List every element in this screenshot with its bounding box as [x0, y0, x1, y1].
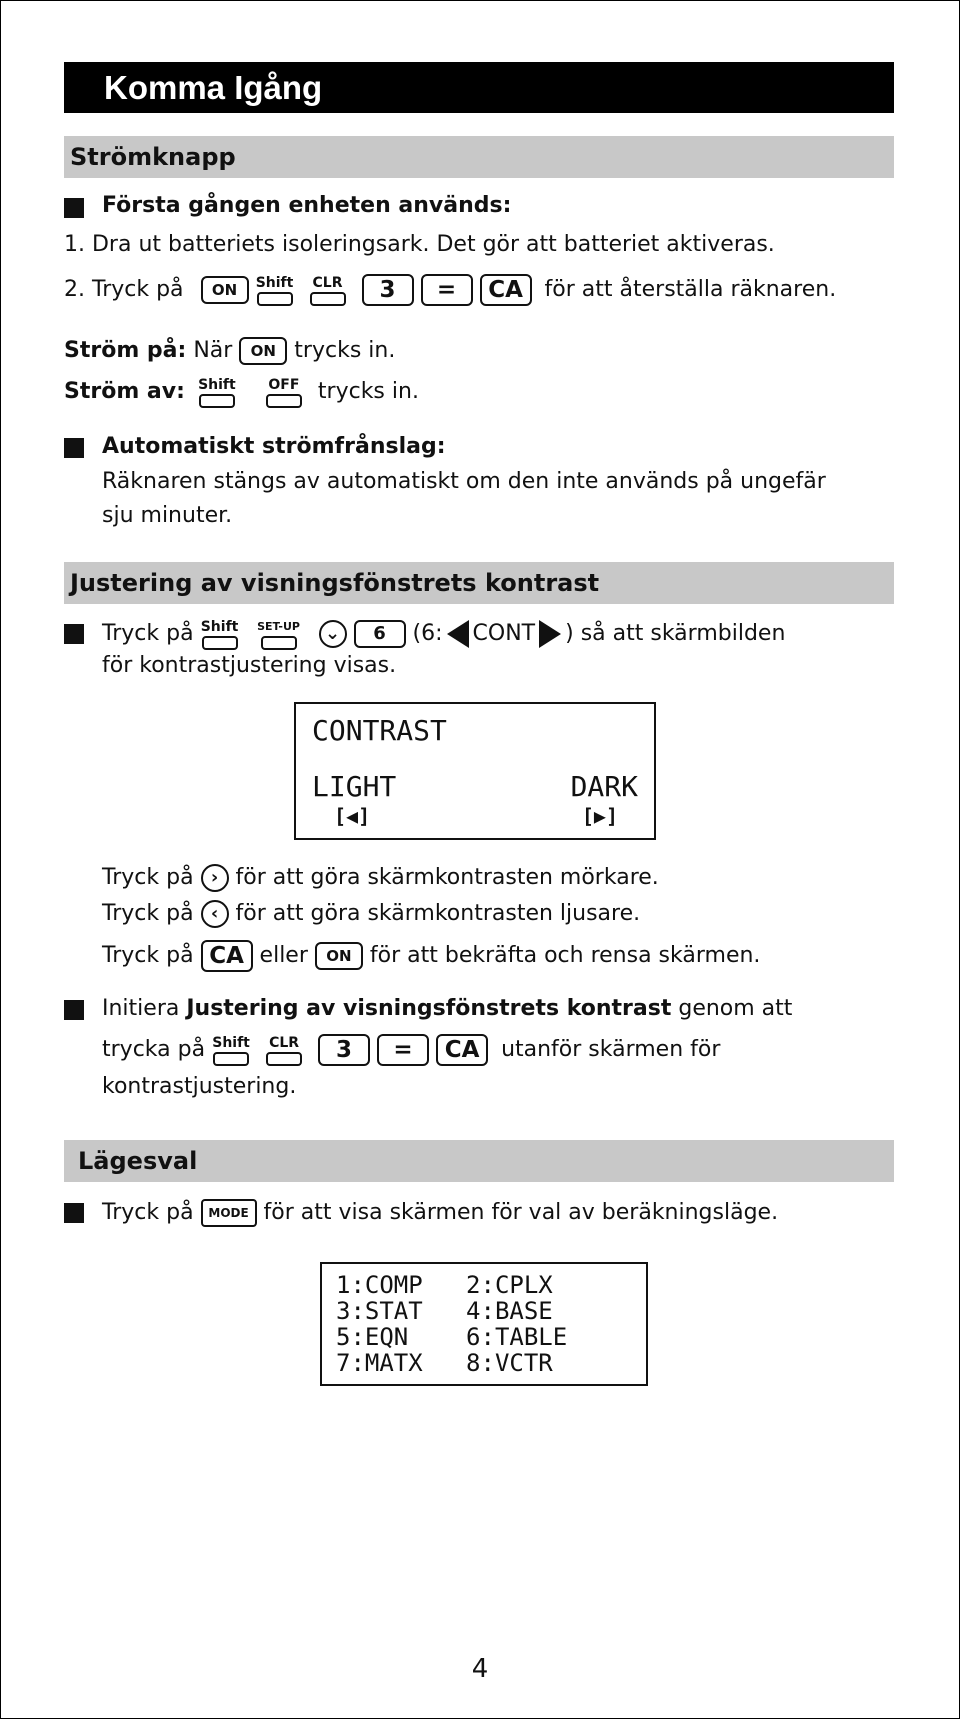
clr-key — [265, 1035, 303, 1066]
init-line-1 — [102, 994, 792, 1024]
shift-key-label: Shift — [200, 618, 239, 635]
lcd-dark-label: DARK — [570, 770, 638, 803]
tip-right — [102, 860, 659, 896]
lcd-mode-row: 1:COMP 2:CPLX — [336, 1271, 553, 1299]
three-key: 3 — [362, 274, 414, 306]
shift-key — [201, 619, 239, 650]
off-key-label: OFF — [268, 376, 300, 393]
auto-off-line-1: Räknaren stängs av automatiskt om den inte används på ungefär — [102, 469, 826, 494]
bullet-square — [64, 1203, 84, 1223]
tip-left — [102, 896, 640, 932]
clr-key-label: CLR — [312, 274, 343, 291]
power-on-label: Ström på: — [64, 338, 187, 363]
lcd-mode-screen — [320, 1262, 648, 1386]
power-on-pre: När — [193, 338, 233, 363]
right-triangle-icon — [539, 620, 561, 648]
left-triangle-icon — [447, 620, 469, 648]
bullet-square — [64, 1000, 84, 1020]
ca-key: CA — [436, 1034, 488, 1066]
contrast-line-1 — [102, 614, 785, 654]
mode-line — [102, 1195, 778, 1231]
step-1: 1. Dra ut batteriets isoleringsark. Det gör att batteriet aktiveras. — [64, 232, 775, 257]
tip-right-post: för att göra skärmkontrasten mörkare. — [235, 865, 659, 890]
shift-key-label: Shift — [212, 1034, 250, 1051]
contrast-line-1-suffix: ) så att skärmbilden — [565, 621, 786, 646]
lcd-dark-indicator: [▶] — [581, 804, 618, 828]
init-post: genom att — [678, 996, 793, 1021]
init-pre: Initiera — [102, 996, 180, 1021]
shift-key-label: Shift — [198, 376, 236, 393]
page-title: Komma Igång — [64, 62, 894, 113]
setup-key — [254, 619, 304, 650]
lcd-mode-row: 7:MATX 8:VCTR — [336, 1349, 553, 1377]
power-off-line — [64, 372, 419, 412]
shift-key-label: Shift — [255, 274, 294, 291]
shift-key — [198, 377, 236, 408]
mode-line-post: för att visa skärmen för val av beräkningsläge. — [263, 1200, 779, 1225]
setup-key-label: SET-UP — [257, 619, 300, 633]
tip-left-post: för att göra skärmkontrasten ljusare. — [235, 901, 641, 926]
mode-key: MODE — [201, 1199, 257, 1227]
tip-left-pre: Tryck på — [102, 901, 194, 926]
down-arrow-key-icon: ⌄ — [319, 620, 347, 648]
equals-key: = — [421, 274, 473, 306]
bullet-square — [64, 198, 84, 218]
power-on-line — [64, 333, 395, 369]
lcd-contrast-screen — [294, 702, 656, 840]
tip-ca-post: för att bekräfta och rensa skärmen. — [369, 943, 761, 968]
page-number: 4 — [471, 1654, 489, 1684]
init2-pre: trycka på — [102, 1037, 206, 1062]
on-key: ON — [315, 942, 363, 970]
shift-key — [256, 275, 294, 306]
section-heading-contrast: Justering av visningsfönstrets kontrast — [64, 562, 894, 604]
six-key: 6 — [354, 620, 406, 648]
tip-ca-pre: Tryck på — [102, 943, 194, 968]
step-2-prefix: 2. Tryck på — [64, 277, 184, 302]
ca-key: CA — [480, 274, 532, 306]
init2-post: utanför skärmen för — [501, 1037, 721, 1062]
section-heading-power: Strömknapp — [64, 136, 894, 178]
clr-key — [309, 275, 347, 306]
tip-ca-mid: eller — [259, 943, 308, 968]
tip-right-pre: Tryck på — [102, 865, 194, 890]
lcd-mode-row: 5:EQN 6:TABLE — [336, 1323, 568, 1351]
power-off-label: Ström av: — [64, 379, 185, 404]
init-bold: Justering av visningsfönstrets kontrast — [186, 996, 672, 1021]
three-key: 3 — [318, 1034, 370, 1066]
on-key: ON — [201, 276, 249, 304]
power-off-post: trycks in. — [317, 379, 419, 404]
init-line-3: kontrastjustering. — [102, 1074, 297, 1099]
on-key: ON — [239, 337, 287, 365]
section-heading-mode: Lägesval — [64, 1140, 894, 1182]
cont-label: CONT — [472, 621, 536, 646]
shift-key — [212, 1035, 250, 1066]
equals-key: = — [377, 1034, 429, 1066]
auto-off-heading: Automatiskt strömfrånslag: — [102, 434, 446, 459]
off-key — [265, 377, 303, 408]
ca-key: CA — [201, 940, 253, 972]
tip-ca — [102, 937, 760, 975]
left-arrow-key-icon: ‹ — [201, 900, 229, 928]
lcd-light-label: LIGHT — [312, 770, 397, 803]
contrast-line-2: för kontrastjustering visas. — [102, 653, 397, 678]
lcd-mode-row: 3:STAT 4:BASE — [336, 1297, 553, 1325]
step-2-suffix: för att återställa räknaren. — [544, 277, 837, 302]
step-2 — [64, 270, 836, 310]
init-line-2 — [102, 1030, 720, 1070]
contrast-line-1-prefix: Tryck på — [102, 621, 194, 646]
clr-key-label: CLR — [269, 1034, 300, 1051]
contrast-paren-open: (6: — [412, 621, 443, 646]
mode-line-pre: Tryck på — [102, 1200, 194, 1225]
first-use-heading: Första gången enheten används: — [102, 193, 512, 218]
auto-off-line-2: sju minuter. — [102, 503, 233, 528]
bullet-square — [64, 624, 84, 644]
right-arrow-key-icon: › — [201, 864, 229, 892]
bullet-square — [64, 438, 84, 458]
lcd-contrast-title: CONTRAST — [312, 714, 447, 747]
lcd-light-indicator: [◀] — [334, 804, 371, 828]
power-on-post: trycks in. — [294, 338, 396, 363]
